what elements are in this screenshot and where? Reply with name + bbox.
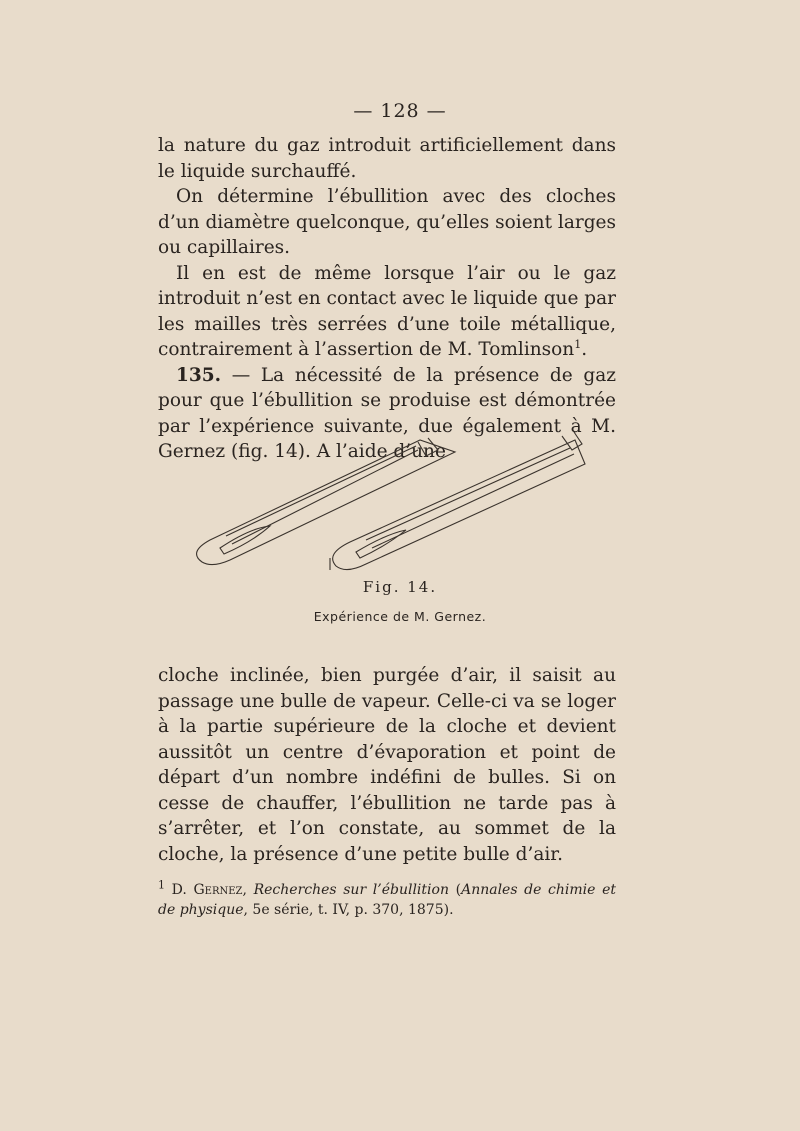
text-block-top <box>158 133 616 465</box>
tube-left <box>197 438 455 565</box>
tube-right <box>330 432 585 570</box>
paragraph-3-text: Il en est de même lorsque l’air ou le gaz introduit n’est en contact avec le liquide que par les mailles très serrées d’une toile métallique, contrairement à l’assertion de M. Tomlinson <box>158 262 616 360</box>
footnote-details: , 5e série, t. IV, p. 370, 1875). <box>243 902 454 918</box>
figure-illustration <box>180 430 600 580</box>
footnote-marker: 1 <box>158 878 165 892</box>
paragraph-4-text: — La nécessité de la présence de gaz pour que l’ébullition se produise est démontrée par l’expérience suivante, due également à M. Gernez (fig. 14). A l’aide d’une <box>158 364 616 462</box>
footnote-paren: ( <box>448 882 462 898</box>
figure-caption: Expérience de M. Gernez. <box>313 609 487 624</box>
footnote <box>158 880 616 920</box>
paragraph-3 <box>158 261 616 363</box>
paragraph-1: la nature du gaz introduit artificiellement dans le liquide surchauffé. <box>158 135 616 182</box>
footnote-reference[interactable]: 1 <box>574 337 582 351</box>
footnote-author-prefix: D. <box>171 882 194 898</box>
paragraph-5: cloche inclinée, bien purgée d’air, il saisit au passage une bulle de vapeur. Celle-ci va se loger à la partie supérieure de la cloche et devient aussitôt un centre d’évaporation et point de départ d’un nombre indéfini de bulles. Si on cesse de chauffer, l’ébullition ne tarde pas à s’arrêter, et l’on constate, au sommet de la cloche, la présence d’une petite bulle d’air. <box>158 665 616 865</box>
footnote-title: Recherches sur l’ébullition <box>253 882 449 898</box>
figure-title: Fig. 14. <box>362 578 438 596</box>
footnote-author: Gernez <box>193 882 243 898</box>
paragraph-2: On détermine l’ébullition avec des cloches d’un diamètre quelconque, qu’elles soient larges ou capillaires. <box>158 186 616 258</box>
section-number: 135. <box>176 364 222 386</box>
text-block-bottom <box>158 663 616 867</box>
footnote-separator: , <box>242 882 254 898</box>
footnote-journal: Annales de chimie et de physique <box>158 882 616 918</box>
paragraph-3-end: . <box>581 339 588 360</box>
page-number: — 128 — <box>353 100 447 122</box>
